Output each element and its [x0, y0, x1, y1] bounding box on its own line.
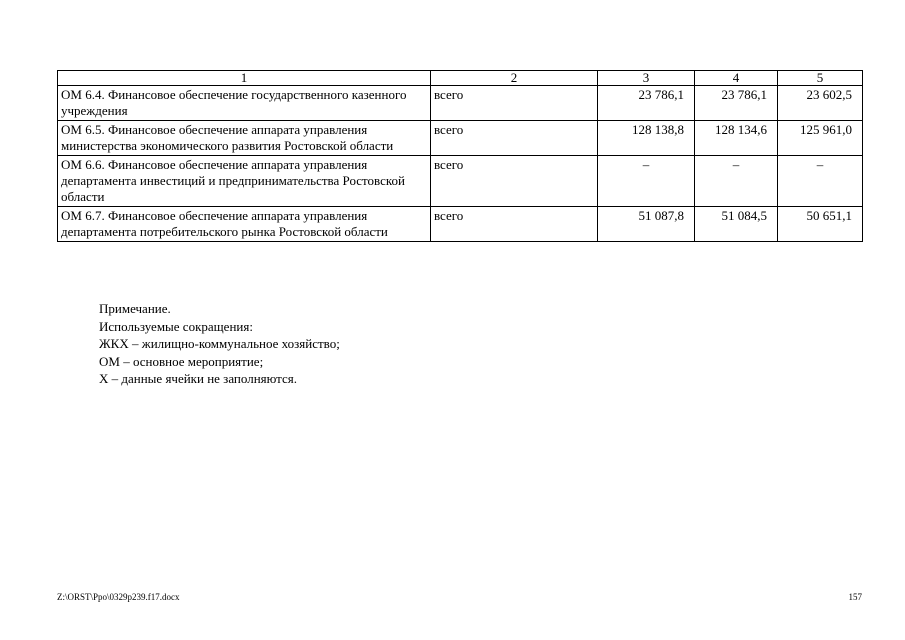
row-name: ОМ 6.4. Финансовое обеспечение государственного казенного учреждения — [58, 86, 431, 121]
notes-title: Примечание. — [99, 301, 171, 316]
table-row — [58, 156, 863, 207]
notes-line: ОМ – основное мероприятие; — [99, 353, 264, 369]
row-name: ОМ 6.5. Финансовое обеспечение аппарата управления министерства экономического развития Ростовской области — [58, 121, 431, 156]
footer-file-path: Z:\ORST\Ppo\0329p239.f17.docx — [57, 592, 180, 602]
value-cell: 51 087,8 — [598, 207, 695, 242]
table-row — [58, 121, 863, 156]
value-cell: – — [598, 156, 695, 207]
value-cell: 51 084,5 — [695, 207, 778, 242]
value-cell: 23 786,1 — [598, 86, 695, 121]
row-name: ОМ 6.6. Финансовое обеспечение аппарата управления департамента инвестиций и предпринимательства Ростовской области — [58, 156, 431, 207]
column-header: 4 — [695, 71, 778, 86]
value-cell: 23 786,1 — [695, 86, 778, 121]
footer-page-number: 157 — [848, 592, 862, 602]
table-row — [58, 207, 863, 242]
row-name: ОМ 6.7. Финансовое обеспечение аппарата управления департамента потребительского рынка Ростовской области — [58, 207, 431, 242]
value-cell: – — [695, 156, 778, 207]
notes-line: ЖКХ – жилищно-коммунальное хозяйство; — [99, 336, 340, 351]
value-cell: 128 134,6 — [695, 121, 778, 156]
column-header: 2 — [431, 71, 598, 86]
notes-line: Х – данные ячейки не заполняются. — [99, 371, 298, 386]
table-header-row — [58, 71, 863, 86]
budget-table — [57, 70, 863, 242]
notes-section — [99, 300, 340, 388]
row-type: всего — [431, 86, 598, 121]
value-cell: 125 961,0 — [778, 121, 863, 156]
row-type: всего — [431, 121, 598, 156]
value-cell: 23 602,5 — [778, 86, 863, 121]
table-row — [58, 86, 863, 121]
column-header: 5 — [778, 71, 863, 86]
row-type: всего — [431, 156, 598, 207]
column-header: 1 — [58, 71, 431, 86]
row-type: всего — [431, 207, 598, 242]
column-header: 3 — [598, 71, 695, 86]
value-cell: 128 138,8 — [598, 121, 695, 156]
notes-line: Используемые сокращения: — [99, 318, 253, 334]
value-cell: – — [778, 156, 863, 207]
value-cell: 50 651,1 — [778, 207, 863, 242]
